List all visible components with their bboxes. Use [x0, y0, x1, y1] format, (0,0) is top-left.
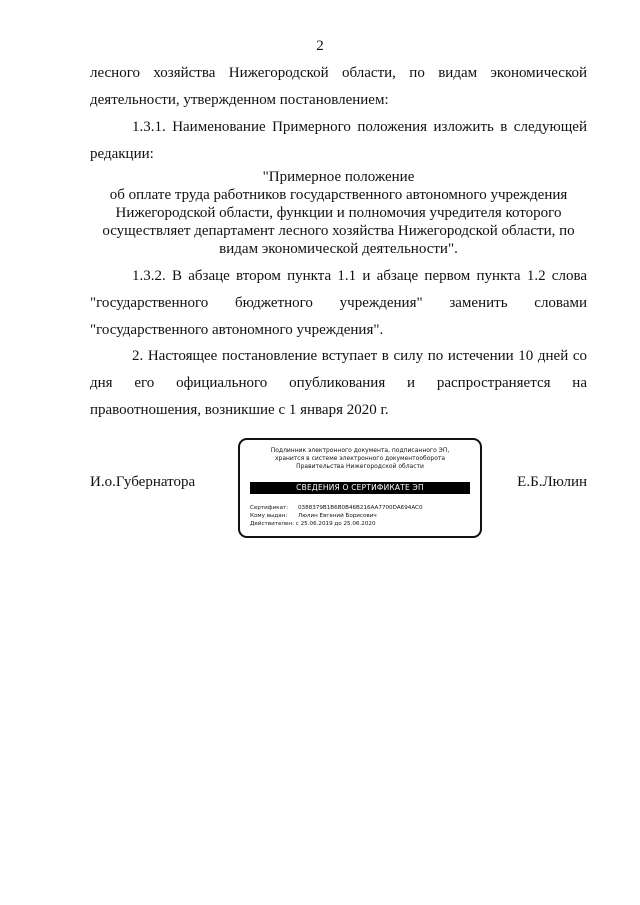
stamp-header-line: Правительства Нижегородской области — [296, 463, 424, 470]
title-line: видам экономической деятельности". — [219, 241, 458, 257]
validity-value: с 25.06.2019 до 25.06.2020 — [295, 521, 376, 527]
text-line: 1.3.2. В абзаце втором пункта 1.1 и абзаце первом пункта 1.2 слова — [132, 268, 587, 284]
validity-label: Действителен: — [250, 521, 294, 527]
certificate-row — [250, 504, 423, 512]
title-line: осуществляет департамент лесного хозяйства Нижегородской области, по — [102, 223, 575, 239]
issued-to-value: Люлин Евгений Борисович — [298, 513, 377, 519]
quoted-title-block — [90, 168, 587, 258]
item-1-3-1 — [90, 114, 587, 168]
e-signature-stamp — [238, 438, 482, 538]
certificate-value: 0388379B1B6B0B46B216AA7700DA694AC0 — [298, 505, 423, 511]
text-line: правоотношения, возникшие с 1 января 2020 г. — [90, 402, 389, 418]
text-line: 1.3.1. Наименование Примерного положения изложить в следующей — [132, 119, 587, 135]
text-line: лесного хозяйства Нижегородской области, по видам экономической — [90, 65, 587, 81]
text-line: "государственного автономного учреждения". — [90, 322, 384, 338]
stamp-details — [250, 504, 423, 528]
certificate-label: Сертификат: — [250, 505, 289, 511]
issued-to-label: Кому выдан: — [250, 513, 288, 519]
issued-to-row — [250, 512, 423, 520]
text-line: 2. Настоящее постановление вступает в силу по истечении 10 дней со — [132, 348, 587, 364]
intro-paragraph — [90, 60, 587, 114]
stamp-title-bar: СВЕДЕНИЯ О СЕРТИФИКАТЕ ЭП — [250, 482, 470, 494]
validity-row — [250, 520, 423, 528]
stamp-header — [240, 447, 480, 471]
stamp-header-line: Подлинник электронного документа, подписанного ЭП, — [270, 447, 450, 454]
text-line: дня его официального опубликования и распространяется на — [90, 375, 587, 391]
text-line: "государственного бюджетного учреждения" заменить словами — [90, 295, 587, 311]
stamp-header-line: хранится в системе электронного документооборота — [274, 455, 446, 462]
signatory-name: Е.Б.Люлин — [517, 474, 587, 490]
item-2 — [90, 343, 587, 424]
text-line: деятельности, утвержденном постановлением: — [90, 92, 389, 108]
title-line: "Примерное положение — [262, 169, 415, 185]
item-1-3-2 — [90, 263, 587, 344]
title-line: об оплате труда работников государственного автономного учреждения — [109, 187, 568, 203]
title-line: Нижегородской области, функции и полномочия учредителя которого — [115, 205, 562, 221]
text-line: редакции: — [90, 146, 154, 162]
signatory-position: И.о.Губернатора — [90, 474, 196, 490]
page-number: 2 — [316, 38, 324, 54]
